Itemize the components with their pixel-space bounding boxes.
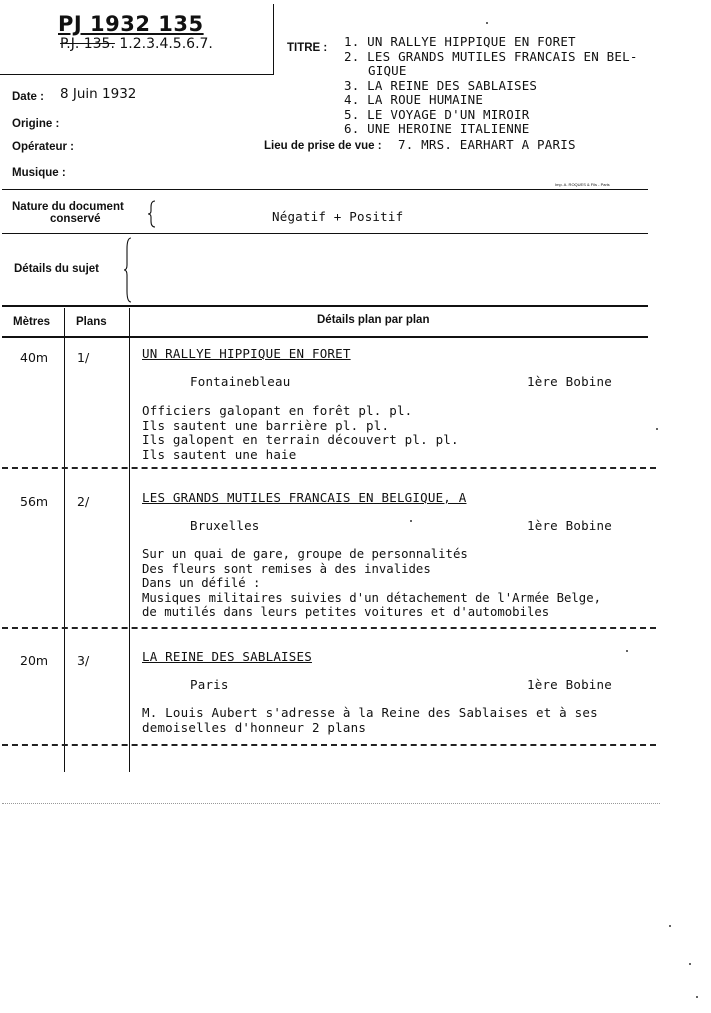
detail-line: M. Louis Aubert s'adresse à la Reine des Sablaises et à ses <box>142 705 598 720</box>
nature-label <box>12 201 124 225</box>
col-metres: Mètres <box>13 316 51 328</box>
detail-line: demoiselles d'honneur 2 plans <box>142 719 367 735</box>
old-reference: P.J. 135. <box>60 36 115 52</box>
scan-speck <box>486 22 488 24</box>
row-bobine: 1ère Bobine <box>527 677 612 692</box>
row-plan: 3/ <box>77 653 90 668</box>
lieu-label: Lieu de prise de vue : <box>264 140 382 152</box>
reference-stamp: PJ 1932 135 <box>58 12 204 36</box>
musique-label: Musique : <box>12 167 66 179</box>
details-sujet-label: Détails du sujet <box>14 263 99 275</box>
col-details: Détails plan par plan <box>317 314 430 326</box>
col-plans: Plans <box>76 316 107 328</box>
detail-line: Officiers galopant en forêt pl. pl. <box>142 403 413 418</box>
title-item: 1. UN RALLYE HIPPIQUE EN FORET <box>344 34 576 49</box>
title-item: 5. LE VOYAGE D'UN MIROIR <box>344 106 530 122</box>
detail-line: Dans un défilé : <box>142 576 261 590</box>
title-item: 3. LA REINE DES SABLAISES <box>344 77 538 93</box>
row-title: LA REINE DES SABLAISES <box>142 649 312 664</box>
row-title: LES GRANDS MUTILES FRANCAIS EN BELGIQUE, A <box>142 490 467 505</box>
detail-line: Ils galopent en terrain découvert pl. pl. <box>142 432 459 447</box>
details-brace <box>124 237 134 303</box>
column-divider-2 <box>129 308 130 772</box>
date-label: Date : <box>12 91 44 103</box>
column-divider-1 <box>64 308 65 772</box>
nature-label-line1: Nature du document <box>12 201 124 213</box>
reference-numbering: 1.2.3.4.5.6.7. <box>119 36 213 52</box>
origine-label: Origine : <box>12 118 60 130</box>
row-metres: 40m <box>20 350 49 365</box>
scan-speck <box>626 650 628 652</box>
reference-box-right <box>273 4 274 74</box>
row-details <box>142 547 601 620</box>
row-place: Paris <box>190 677 229 692</box>
detail-line: Musiques militaires suivies d'un détachement de l'Armée Belge, <box>142 590 602 605</box>
row-details <box>142 404 459 462</box>
detail-line: Ils sautent une haie <box>142 446 297 462</box>
operateur-label: Opérateur : <box>12 141 74 153</box>
row-title: UN RALLYE HIPPIQUE EN FORET <box>142 346 351 361</box>
card-bottom-edge <box>2 803 660 804</box>
header-divider <box>2 189 648 190</box>
row-metres: 20m <box>20 653 49 668</box>
row-details <box>142 706 598 735</box>
title-item: 4. LA ROUE HUMAINE <box>344 92 484 107</box>
date-value: 8 Juin 1932 <box>60 86 137 102</box>
scan-speck <box>656 428 658 430</box>
nature-divider <box>2 233 648 234</box>
detail-line: de mutilés dans leurs petites voitures et d'automobiles <box>142 605 550 619</box>
scan-speck <box>689 963 691 965</box>
title-item: 2. LES GRANDS MUTILES FRANCAIS EN BEL- <box>344 48 638 64</box>
title-list <box>344 35 638 137</box>
reference-line <box>60 36 213 52</box>
row-place: Bruxelles <box>190 518 260 533</box>
detail-line: Ils sautent une barrière pl. pl. <box>142 417 390 433</box>
row-separator <box>2 627 656 629</box>
table-header-border <box>2 336 648 338</box>
title-item: 6. UNE HEROINE ITALIENNE <box>344 121 530 136</box>
printer-credit: Imp. A. ROQUES & Fils - Paris <box>555 182 610 187</box>
nature-label-line2: conservé <box>50 213 101 225</box>
row-plan: 2/ <box>77 494 90 509</box>
table-top-border <box>2 305 648 307</box>
row-metres: 56m <box>20 494 49 509</box>
detail-line: Des fleurs sont remises à des invalides <box>142 561 431 576</box>
nature-brace <box>148 200 158 228</box>
lieu-value: 7. MRS. EARHART A PARIS <box>398 137 576 152</box>
row-bobine: 1ère Bobine <box>527 374 612 389</box>
titre-label: TITRE : <box>287 42 328 54</box>
title-item: GIQUE <box>368 63 407 78</box>
row-separator <box>2 744 656 746</box>
row-place: Fontainebleau <box>190 374 291 389</box>
row-bobine: 1ère Bobine <box>527 518 612 533</box>
scan-speck <box>410 520 412 522</box>
scan-speck <box>669 925 671 927</box>
reference-box-bottom <box>0 74 274 75</box>
row-separator <box>2 467 656 469</box>
scan-speck <box>696 996 698 998</box>
nature-value: Négatif + Positif <box>272 209 404 224</box>
row-plan: 1/ <box>77 350 90 365</box>
detail-line: Sur un quai de gare, groupe de personnalités <box>142 547 468 561</box>
